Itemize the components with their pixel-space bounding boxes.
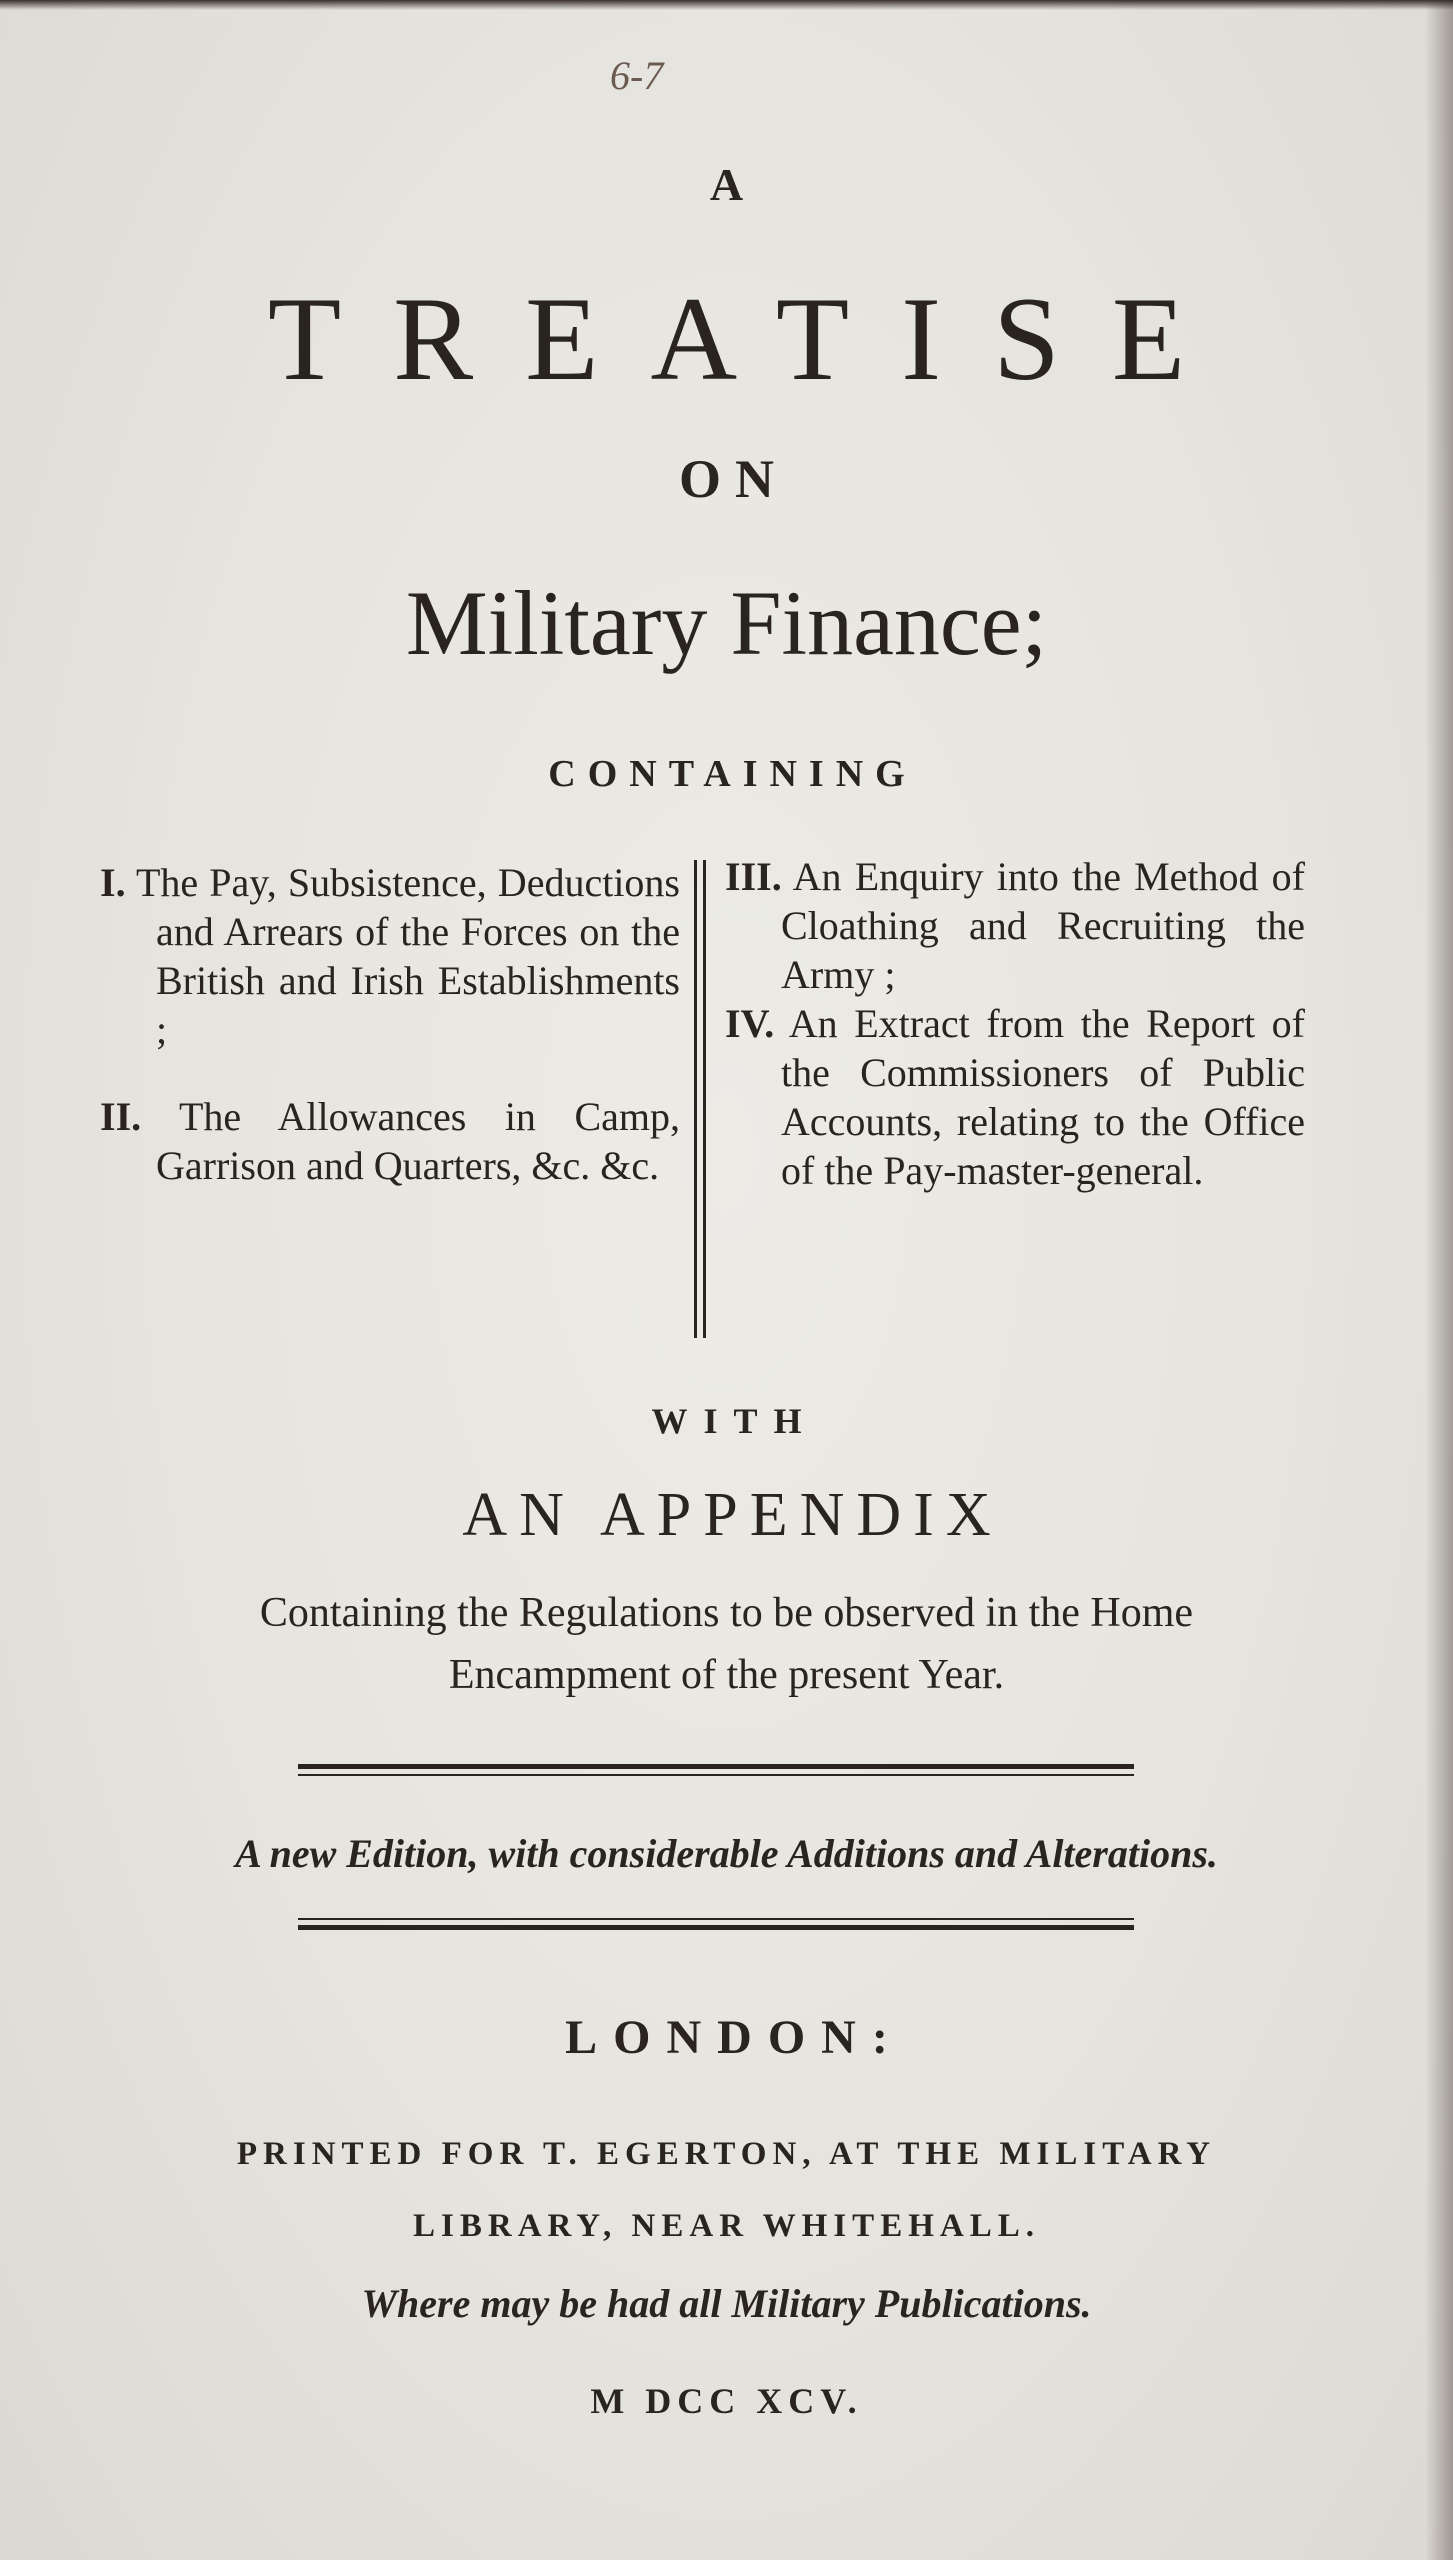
column-divider-rule [703,860,706,1338]
appendix-description [0,1582,1453,1706]
title-article: A [709,159,744,210]
contents-item-text: An Enquiry into the Method of Cloathing and Recruiting the Army ; [781,854,1305,997]
contents-item-3 [725,852,1305,999]
appendix-heading: AN APPENDIX [462,1481,1003,1549]
title-subject: Military Finance; [405,572,1048,674]
imprint-printer-line: LIBRARY, NEAR WHITEHALL. [413,2208,1040,2244]
title-preposition: ON [679,449,788,509]
contents-item-text: The Allowances in Camp, Garrison and Quarters, &c. &c. [156,1094,681,1188]
appendix-description-line: Containing the Regulations to be observed in the Home [259,1590,1194,1636]
contents-right-column [725,852,1305,1195]
column-divider-rule [694,860,697,1338]
contents-item-number: I. [100,860,126,905]
double-rule-top [298,1764,1134,1776]
contents-item-text: An Extract from the Report of the Commissioners of Public Accounts, relating to the Office of the Pay-master-general. [781,1001,1306,1193]
pencil-mark: 6-7 [610,53,664,98]
contents-item-number: IV. [725,1001,775,1046]
contents-item-text: The Pay, Subsistence, Deductions and Arrears of the Forces on the British and Irish Establishments ; [135,860,680,1052]
appendix-description-line: Encampment of the present Year. [448,1652,1005,1698]
contents-item-number: II. [100,1094,142,1139]
contents-item-2 [100,1092,680,1190]
contents-item-1 [100,858,680,1054]
page-top-edge [0,0,1453,10]
contents-item-4 [725,999,1305,1195]
imprint-city: LONDON: [565,2011,904,2064]
with-heading: WITH [651,1401,818,1441]
imprint-printer-line: PRINTED FOR T. EGERTON, AT THE MILITARY [236,2136,1217,2172]
contents-item-number: III. [725,854,782,899]
double-rule-bottom [298,1918,1134,1930]
imprint-date: M DCC XCV. [590,2381,863,2421]
containing-heading: CONTAINING [548,753,917,795]
edition-note: A new Edition, with considerable Additions and Alterations. [235,1831,1218,1876]
imprint-note: Where may be had all Military Publications. [361,2281,1092,2326]
title-main: TREATISE [267,272,1238,405]
contents-left-column [100,858,680,1190]
